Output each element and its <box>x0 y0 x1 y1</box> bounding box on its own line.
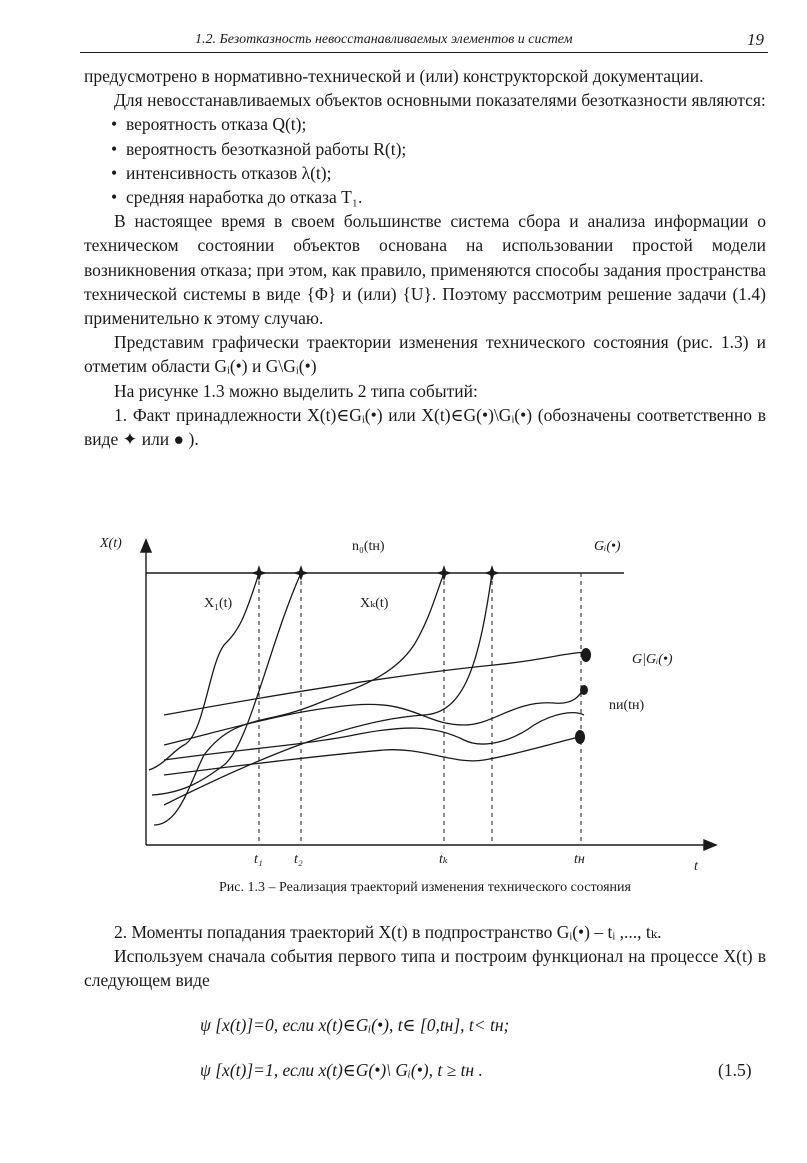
cross-marker-icon <box>484 565 500 581</box>
paragraph-8: Используем сначала события первого типа и построим функционал на процессе X(t) в следующем виде <box>84 946 766 991</box>
trajectory-6 <box>164 688 584 745</box>
paragraph-4: Представим графически траектории изменения технического состояния (рис. 1.3) и отметим области Gᵢ(•) и G\Gᵢ(•) <box>84 332 766 377</box>
trajectory-k <box>154 573 444 825</box>
dot-marker-icon <box>580 685 588 695</box>
header-title: 1.2. Безотказность невосстанавливаемых элементов и систем <box>195 32 573 47</box>
paragraph-2: Для невосстанавливаемых объектов основными показателями безотказности являются: <box>114 90 766 111</box>
region-side-label: G|Gᵢ(•) <box>632 652 673 667</box>
tick-label-t2: t₂ <box>294 852 303 867</box>
paragraph-3: В настоящее время в своем большинстве система сбора и анализа информации о техническом состоянии объектов основана на использовании простой модели возникновения отказа; при этом, как правило, применяются способы задания пространства технической системы в виде {Φ} и (или) {U}. Поэтому рассмотрим решение задачи (1.4) применительно к этому случаю. <box>84 211 766 329</box>
top-boundary-label: n₀(tн) <box>352 539 385 554</box>
trajectory-8 <box>164 737 579 775</box>
list-item: • интенсивность отказов λ(t); <box>126 161 766 185</box>
dot-marker-icon <box>575 730 585 744</box>
dot-marker-icon <box>581 648 591 662</box>
list-item: • вероятность отказа Q(t); <box>126 112 766 136</box>
text-block-bottom <box>84 920 766 993</box>
indicator-list <box>84 112 766 209</box>
formula-number: (1.5) <box>718 1060 752 1080</box>
y-axis-label: X(t) <box>100 536 122 551</box>
page-number: 19 <box>747 30 764 49</box>
y-axis-arrow-icon <box>141 540 151 552</box>
tick-label-tk: tₖ <box>439 852 448 867</box>
region-top-label: Gᵢ(•) <box>594 539 621 554</box>
text-block-top <box>84 64 766 451</box>
tick-label-tn: tн <box>574 852 585 867</box>
cross-marker-icon <box>251 565 267 581</box>
list-item: • средняя наработка до отказа T₁. <box>126 185 766 209</box>
running-header <box>80 28 768 53</box>
x-axis-arrow-icon <box>704 840 716 850</box>
paragraph-6: 1. Факт принадлежности X(t)∈Gᵢ(•) или X(t)∈G(•)\Gᵢ(•) (обозначены соответственно в виде ✦ или ● ). <box>84 404 766 450</box>
paragraph-5: На рисунке 1.3 можно выделить 2 типа событий: <box>114 380 478 401</box>
curve-label-k: Xₖ(t) <box>360 596 389 611</box>
cross-marker-icon <box>436 565 452 581</box>
trajectory-7 <box>164 713 584 760</box>
cross-marker-icon <box>293 565 309 581</box>
x-axis-label: t <box>694 859 698 870</box>
figure-1-3 <box>94 525 734 870</box>
list-item: • вероятность безотказной работы R(t); <box>126 137 766 161</box>
trajectory-5 <box>164 652 586 715</box>
lower-boundary-label: nи(tн) <box>609 698 645 713</box>
formula-text-2: ψ [x(t)]=1, если x(t)∈G(•)\ Gᵢ(•), t ≥ tн . <box>200 1060 483 1080</box>
curve-label-1: X₁(t) <box>204 596 233 611</box>
formula-text-1: ψ [x(t)]=0, если x(t)∈Gᵢ(•), t∈ [0,tн], t< tн; <box>200 1015 510 1035</box>
paragraph-1: предусмотрено в нормативно-технической и (или) конструкторской документации. <box>84 66 704 86</box>
figure-caption: Рис. 1.3 – Реализация траекторий изменения технического состояния <box>219 880 631 895</box>
tick-label-t1: t₁ <box>254 852 263 867</box>
paragraph-7: 2. Моменты попадания траекторий X(t) в подпространство Gᵢ(•) – tᵢ ,..., tₖ. <box>114 922 662 942</box>
